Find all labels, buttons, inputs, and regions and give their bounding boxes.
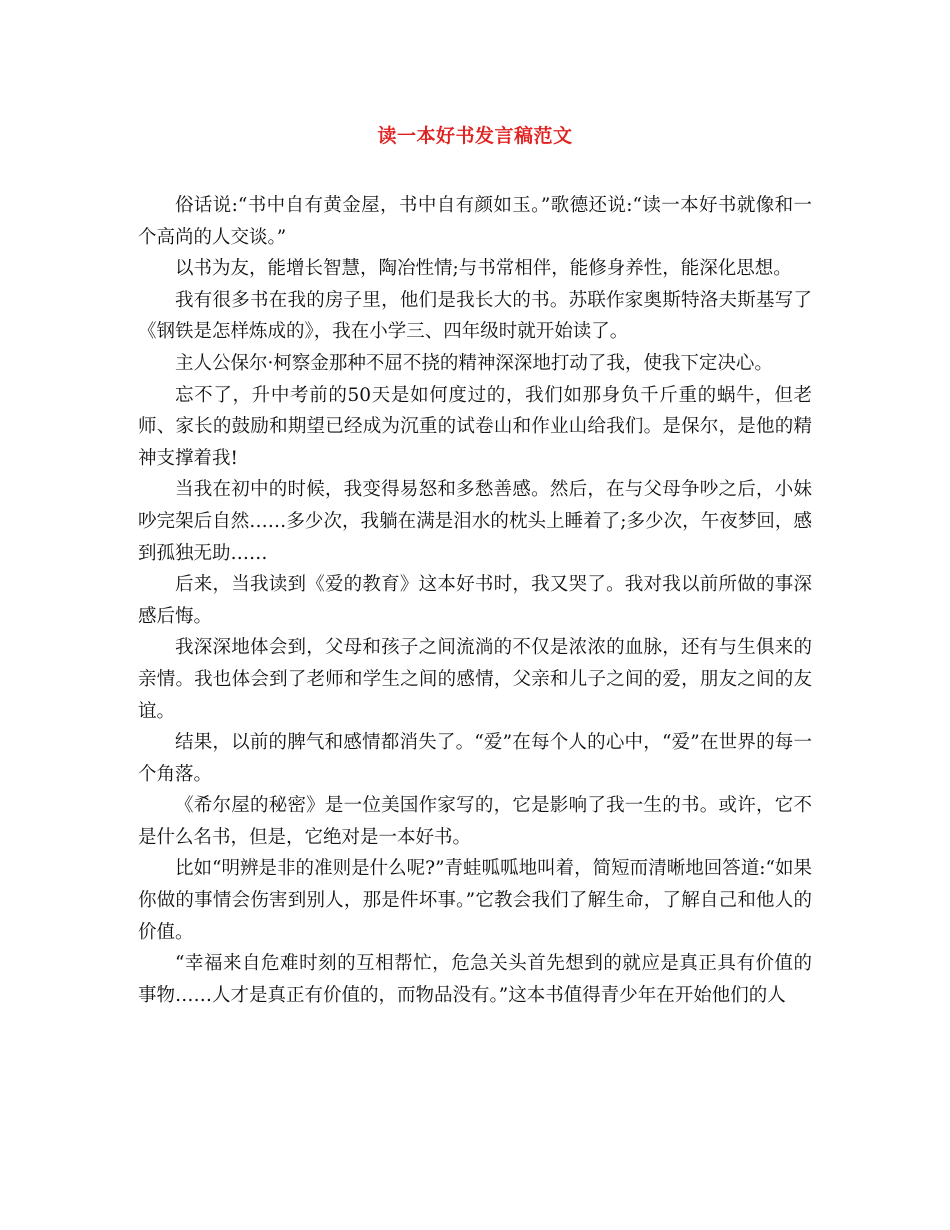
- paragraph: 比如“明辨是非的准则是什么呢?”青蛙呱呱地叫着，简短而清晰地回答道:“如果你做的事情会伤害到别人，那是件坏事。”它教会我们了解生命，了解自己和他人的价值。: [138, 858, 812, 943]
- document-body: [138, 190, 812, 1011]
- paragraph: 《希尔屋的秘密》是一位美国作家写的，它是影响了我一生的书。或许，它不是什么名书，但是，它绝对是一本好书。: [138, 795, 812, 848]
- paragraph: 当我在初中的时候，我变得易怒和多愁善感。然后，在与父母争吵之后，小妹吵完架后自然……多少次，我躺在满是泪水的枕头上睡着了;多少次，午夜梦回，感到孤独无助……: [138, 479, 812, 564]
- paragraph: 主人公保尔·柯察金那种不屈不挠的精神深深地打动了我，使我下定决心。: [175, 352, 773, 374]
- paragraph: 我有很多书在我的房子里，他们是我长大的书。苏联作家奥斯特洛夫斯基写了《钢铁是怎样炼成的》，我在小学三、四年级时就开始读了。: [138, 289, 812, 343]
- paragraph: 后来，当我读到《爱的教育》这本好书时，我又哭了。我对我以前所做的事深感后悔。: [138, 574, 812, 627]
- paragraph: 我深深地体会到，父母和孩子之间流淌的不仅是浓浓的血脉，还有与生俱来的亲情。我也体会到了老师和学生之间的感情，父亲和儿子之间的爱，朋友之间的友谊。: [138, 637, 812, 722]
- paragraph: 结果，以前的脾气和感情都消失了。“爱”在每个人的心中，“爱”在世界的每一个角落。: [138, 732, 812, 785]
- paragraph: 俗话说:“书中自有黄金屋，书中自有颜如玉。”歌德还说:“读一本好书就像和一个高尚的人交谈。”: [138, 195, 812, 248]
- paragraph: 忘不了，升中考前的50天是如何度过的，我们如那身负千斤重的蜗牛，但老师、家长的鼓励和期望已经成为沉重的试卷山和作业山给我们。是保尔，是他的精神支撑着我!: [138, 384, 812, 469]
- paragraph: 以书为友，能增长智慧，陶冶性情;与书常相伴，能修身养性，能深化思想。: [175, 258, 792, 280]
- paragraph: “幸福来自危难时刻的互相帮忙，危急关头首先想到的就应是真正具有价值的事物……人才是真正有价值的，而物品没有。”这本书值得青少年在开始他们的人: [138, 953, 812, 1006]
- document-title: 读一本好书发言稿范文: [377, 125, 573, 147]
